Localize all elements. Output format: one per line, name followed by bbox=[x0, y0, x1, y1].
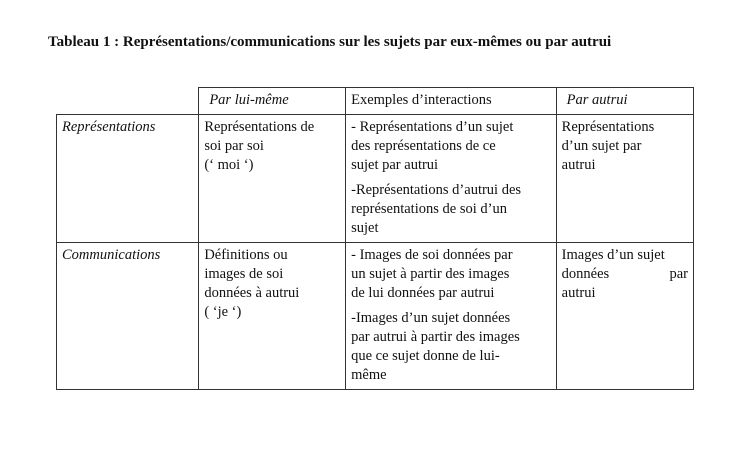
cell-line: Images d’un sujet bbox=[561, 247, 665, 263]
cell-line: par autrui à partir des images bbox=[351, 329, 520, 345]
cell-line: même bbox=[351, 367, 387, 383]
cell-line: sujet par autrui bbox=[351, 157, 439, 173]
cell-line: -Représentations d’autrui des bbox=[351, 182, 522, 198]
cell-line: représentations de soi d’un bbox=[351, 201, 507, 217]
table-header-row bbox=[57, 88, 694, 115]
row-label-communications: Communications bbox=[57, 243, 199, 390]
cell-line: sujet bbox=[351, 220, 379, 236]
table-row-communications bbox=[57, 243, 694, 390]
cell-line: d’un sujet par bbox=[561, 138, 642, 154]
cell-representations-by-others bbox=[556, 115, 693, 243]
cell-line: images de soi bbox=[204, 266, 284, 282]
cell-line: des représentations de ce bbox=[351, 138, 496, 154]
cell-line: de lui données par autrui bbox=[351, 285, 495, 301]
cell-line: autrui bbox=[561, 157, 596, 173]
table-row-representations bbox=[57, 115, 694, 243]
data-table bbox=[56, 87, 694, 390]
example-paragraph bbox=[351, 246, 551, 303]
cell-word: par bbox=[669, 266, 688, 282]
cell-line: autrui bbox=[561, 285, 596, 301]
cell-line: Représentations bbox=[561, 119, 655, 135]
cell-line: - Images de soi données par bbox=[351, 247, 513, 263]
example-paragraph bbox=[351, 118, 551, 175]
cell-communications-by-self bbox=[199, 243, 346, 390]
cell-line: soi par soi bbox=[204, 138, 264, 154]
table-caption: Tableau 1 : Représentations/communications sur les sujets par eux-mêmes ou par autrui bbox=[48, 34, 612, 50]
cell-representations-examples bbox=[346, 115, 557, 243]
cell-word: données bbox=[561, 266, 610, 282]
cell-line: Définitions ou bbox=[204, 247, 288, 263]
cell-line: Représentations de bbox=[204, 119, 315, 135]
cell-line: - Représentations d’un sujet bbox=[351, 119, 514, 135]
cell-line: que ce sujet donne de lui- bbox=[351, 348, 500, 364]
cell-representations-by-self bbox=[199, 115, 346, 243]
cell-line: un sujet à partir des images bbox=[351, 266, 510, 282]
example-paragraph bbox=[351, 181, 551, 238]
header-empty-cell bbox=[57, 88, 199, 115]
header-examples: Exemples d’interactions bbox=[346, 88, 557, 115]
cell-communications-by-others bbox=[556, 243, 693, 390]
header-by-others: Par autrui bbox=[556, 88, 693, 115]
cell-line: (‘ moi ‘) bbox=[204, 157, 254, 173]
row-label-representations: Représentations bbox=[57, 115, 199, 243]
example-paragraph bbox=[351, 309, 551, 385]
header-by-self: Par lui-même bbox=[199, 88, 346, 115]
cell-communications-examples bbox=[346, 243, 557, 390]
justified-line bbox=[562, 265, 688, 284]
cell-line: données à autrui bbox=[204, 285, 300, 301]
cell-line: -Images d’un sujet données bbox=[351, 310, 511, 326]
cell-line: ( ‘je ‘) bbox=[204, 304, 242, 320]
